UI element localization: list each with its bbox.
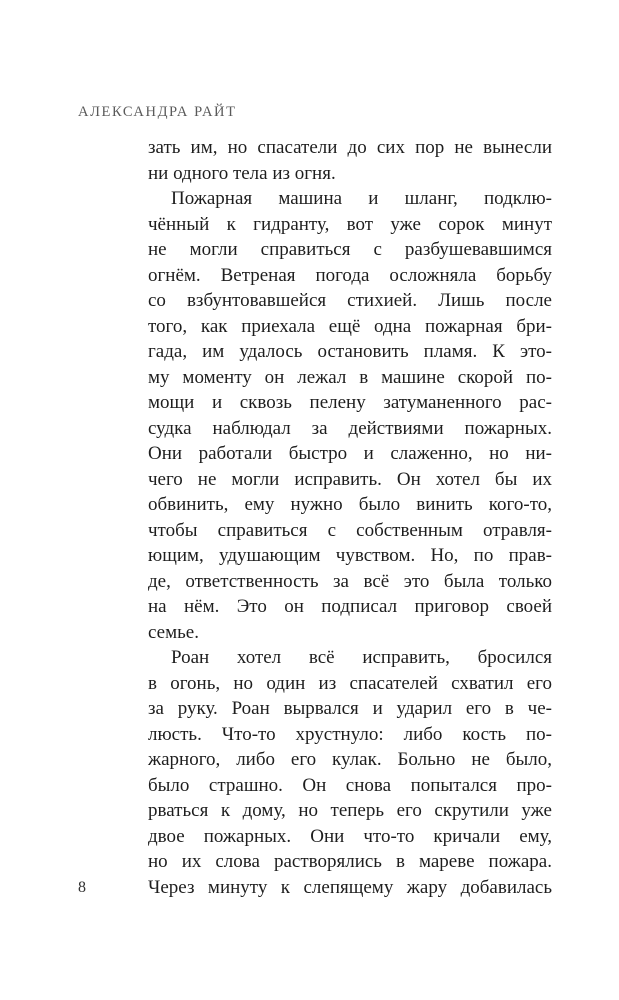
text-line: жарного, либо его кулак. Больно не было, <box>148 749 552 770</box>
text-line: мощи и сквозь пелену затуманенного рас- <box>148 392 552 413</box>
text-line: было страшно. Он снова попытался про- <box>148 774 552 796</box>
text-line: того, как приехала ещё одна пожарная бри- <box>148 315 552 337</box>
text-line: обвинить, ему нужно было винить кого-то, <box>148 494 552 515</box>
text-line: люсть. Что-то хрустнуло: либо кость по- <box>148 723 552 745</box>
page-number: 8 <box>78 879 86 896</box>
text-line: чего не могли исправить. Он хотел бы их <box>148 468 552 490</box>
text-line: рваться к дому, но теперь его скрутили уже <box>148 800 552 821</box>
text-line: де, ответственность за всё это была только <box>148 570 552 592</box>
text-line: Роан хотел всё исправить, бросился <box>171 647 552 668</box>
text-line: зать им, но спасатели до сих пор не вынесли <box>148 137 552 158</box>
text-line: со взбунтовавшейся стихией. Лишь после <box>148 290 552 311</box>
text-line: в огонь, но один из спасателей схватил его <box>148 672 552 694</box>
text-line: двое пожарных. Они что-то кричали ему, <box>148 825 552 847</box>
running-head-author: АЛЕКСАНДРА РАЙТ <box>78 104 237 120</box>
text-line: за руку. Роан вырвался и ударил его в че- <box>148 698 552 719</box>
text-line: чённый к гидранту, вот уже сорок минут <box>148 213 552 235</box>
text-line: гада, им удалось остановить пламя. К это- <box>148 341 552 362</box>
text-line: не могли справиться с разбушевавшимся <box>148 239 552 260</box>
text-line: Пожарная машина и шланг, подклю- <box>171 188 552 209</box>
text-line: чтобы справиться с собственным отравля- <box>148 519 552 541</box>
body-text <box>148 135 552 900</box>
text-line: ни одного тела из огня. <box>148 162 336 184</box>
text-line: ющим, удушающим чувством. Но, по прав- <box>148 545 552 566</box>
text-line: Через минуту к слепящему жару добавилась <box>148 876 552 898</box>
text-line: семье. <box>148 621 199 643</box>
text-line: му моменту он лежал в машине скорой по- <box>148 366 552 388</box>
text-line: судка наблюдал за действиями пожарных. <box>148 417 552 439</box>
text-line: Они работали быстро и слаженно, но ни- <box>148 443 552 464</box>
text-line: но их слова растворялись в мареве пожара. <box>148 851 552 872</box>
text-line: на нём. Это он подписал приговор своей <box>148 596 552 617</box>
text-line: огнём. Ветреная погода осложняла борьбу <box>148 264 552 286</box>
